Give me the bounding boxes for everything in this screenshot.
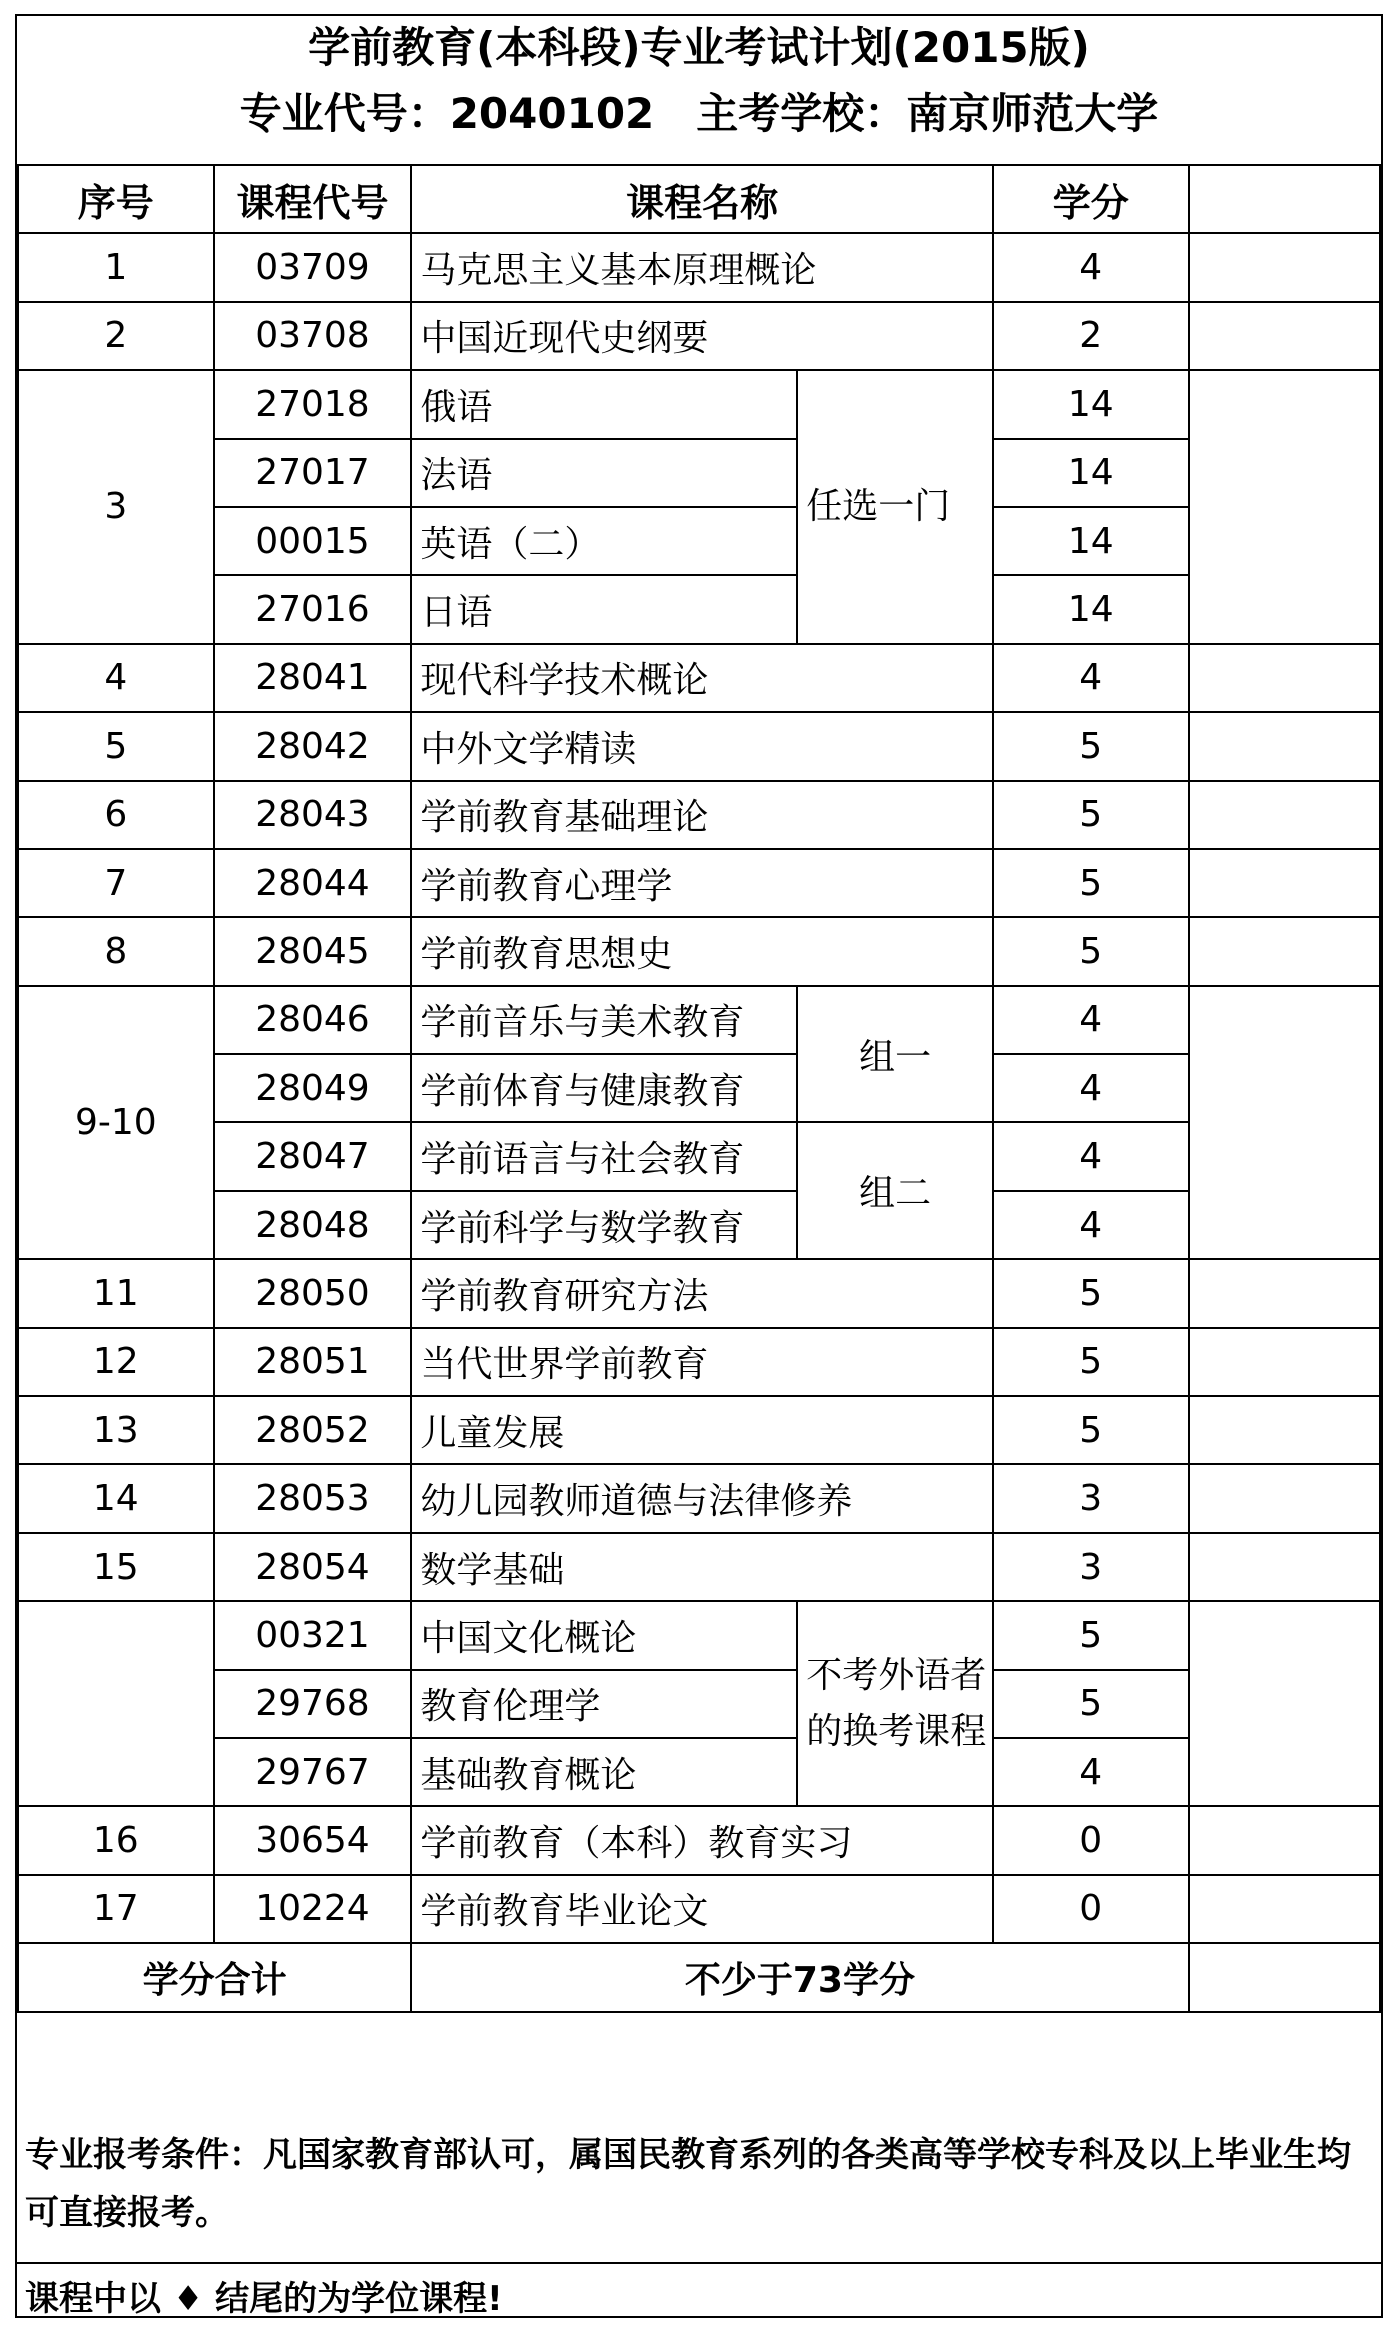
name-cell: 学前语言与社会教育 <box>411 1122 797 1190</box>
table-row <box>18 1259 1380 1327</box>
blank-cell <box>1189 370 1380 644</box>
name-cell: 中国文化概论 <box>411 1601 797 1669</box>
seq-cell: 8 <box>18 917 214 985</box>
name-cell: 学前教育研究方法 <box>411 1259 993 1327</box>
name-cell: 学前音乐与美术教育 <box>411 986 797 1054</box>
code-cell: 28042 <box>214 712 412 780</box>
header-name: 课程名称 <box>411 165 993 233</box>
header-seq: 序号 <box>18 165 214 233</box>
credit-cell: 4 <box>993 644 1189 712</box>
table-row <box>18 302 1380 370</box>
table-row <box>18 233 1380 301</box>
code-cell: 28043 <box>214 781 412 849</box>
blank-cell <box>1189 1806 1380 1874</box>
table-row <box>18 849 1380 917</box>
credit-cell: 4 <box>993 986 1189 1054</box>
name-cell: 学前教育思想史 <box>411 917 993 985</box>
code-cell: 28045 <box>214 917 412 985</box>
code-cell: 03709 <box>214 233 412 301</box>
code-cell: 29767 <box>214 1738 412 1806</box>
seq-cell: 15 <box>18 1533 214 1601</box>
seq-cell: 7 <box>18 849 214 917</box>
table-row <box>18 507 1380 575</box>
header-credit: 学分 <box>993 165 1189 233</box>
credit-cell: 4 <box>993 1122 1189 1190</box>
name-cell: 法语 <box>411 439 797 507</box>
blank-cell <box>1189 1464 1380 1532</box>
credit-cell: 5 <box>993 1601 1189 1669</box>
credit-cell: 2 <box>993 302 1189 370</box>
blank-cell <box>1189 917 1380 985</box>
blank-cell <box>1189 302 1380 370</box>
credit-cell: 14 <box>993 575 1189 643</box>
blank-cell <box>1189 781 1380 849</box>
name-cell: 数学基础 <box>411 1533 993 1601</box>
code-cell: 30654 <box>214 1806 412 1874</box>
table-row <box>18 1875 1380 1943</box>
table-row <box>18 644 1380 712</box>
code-cell: 29768 <box>214 1670 412 1738</box>
table-row <box>18 917 1380 985</box>
seq-cell: 14 <box>18 1464 214 1532</box>
name-cell: 中国近现代史纲要 <box>411 302 993 370</box>
table-row <box>18 1601 1380 1669</box>
seq-cell: 17 <box>18 1875 214 1943</box>
name-cell: 现代科学技术概论 <box>411 644 993 712</box>
code-cell: 28044 <box>214 849 412 917</box>
code-cell: 28052 <box>214 1396 412 1464</box>
name-cell: 日语 <box>411 575 797 643</box>
blank-cell <box>1189 849 1380 917</box>
credit-cell: 14 <box>993 507 1189 575</box>
table-row <box>18 1806 1380 1874</box>
code-cell: 28046 <box>214 986 412 1054</box>
credit-cell: 5 <box>993 1670 1189 1738</box>
divider <box>17 2262 1381 2264</box>
credit-cell: 4 <box>993 1191 1189 1259</box>
credit-cell: 14 <box>993 370 1189 438</box>
credit-cell: 5 <box>993 1396 1189 1464</box>
table-row <box>18 712 1380 780</box>
seq-cell: 4 <box>18 644 214 712</box>
code-cell: 27016 <box>214 575 412 643</box>
seq-cell: 12 <box>18 1328 214 1396</box>
group-note-cell: 不考外语者的换考课程 <box>797 1601 993 1806</box>
group-note-cell: 组二 <box>797 1122 993 1259</box>
credit-cell: 5 <box>993 1259 1189 1327</box>
code-cell: 28047 <box>214 1122 412 1190</box>
credit-cell: 0 <box>993 1806 1189 1874</box>
blank-cell <box>1189 1533 1380 1601</box>
blank-cell <box>1189 233 1380 301</box>
name-cell: 俄语 <box>411 370 797 438</box>
code-cell: 28054 <box>214 1533 412 1601</box>
table-row <box>18 1054 1380 1122</box>
code-cell: 03708 <box>214 302 412 370</box>
seq-cell: 2 <box>18 302 214 370</box>
blank-cell <box>1189 1259 1380 1327</box>
table-row <box>18 1670 1380 1738</box>
name-cell: 幼儿园教师道德与法律修养 <box>411 1464 993 1532</box>
code-cell: 10224 <box>214 1875 412 1943</box>
code-cell: 28041 <box>214 644 412 712</box>
name-cell: 英语（二） <box>411 507 797 575</box>
blank-cell <box>1189 1943 1380 2011</box>
credit-cell: 5 <box>993 849 1189 917</box>
blank-cell <box>1189 1328 1380 1396</box>
credit-cell: 4 <box>993 233 1189 301</box>
table-row <box>18 1191 1380 1259</box>
name-cell: 学前教育毕业论文 <box>411 1875 993 1943</box>
name-cell: 当代世界学前教育 <box>411 1328 993 1396</box>
name-cell: 教育伦理学 <box>411 1670 797 1738</box>
blank-cell <box>1189 1601 1380 1806</box>
name-cell: 学前体育与健康教育 <box>411 1054 797 1122</box>
total-row <box>18 1943 1380 2011</box>
name-cell: 儿童发展 <box>411 1396 993 1464</box>
name-cell: 学前科学与数学教育 <box>411 1191 797 1259</box>
table-row <box>18 1464 1380 1532</box>
code-cell: 28050 <box>214 1259 412 1327</box>
table-row <box>18 781 1380 849</box>
table-row <box>18 575 1380 643</box>
header-code: 课程代号 <box>214 165 412 233</box>
name-cell: 中外文学精读 <box>411 712 993 780</box>
group-note-cell: 组一 <box>797 986 993 1123</box>
name-cell: 马克思主义基本原理概论 <box>411 233 993 301</box>
table-row <box>18 1328 1380 1396</box>
code-cell: 28048 <box>214 1191 412 1259</box>
credit-cell: 5 <box>993 1328 1189 1396</box>
degree-course-note: 课程中以 ♦ 结尾的为学位课程! <box>25 2279 503 2319</box>
seq-cell: 5 <box>18 712 214 780</box>
table-row <box>18 1122 1380 1190</box>
name-cell: 学前教育心理学 <box>411 849 993 917</box>
seq-cell: 13 <box>18 1396 214 1464</box>
blank-cell <box>1189 986 1380 1260</box>
credit-cell: 14 <box>993 439 1189 507</box>
blank-cell <box>1189 644 1380 712</box>
table-header-row <box>18 165 1380 233</box>
group-note-cell: 任选一门 <box>797 370 993 644</box>
name-cell: 学前教育（本科）教育实习 <box>411 1806 993 1874</box>
credit-cell: 4 <box>993 1054 1189 1122</box>
blank-cell <box>1189 1396 1380 1464</box>
exam-plan-sheet <box>15 14 1383 2318</box>
table-row <box>18 1533 1380 1601</box>
seq-cell: 11 <box>18 1259 214 1327</box>
seq-cell: 3 <box>18 370 214 644</box>
credit-cell: 0 <box>993 1875 1189 1943</box>
total-value: 不少于73学分 <box>411 1943 1188 2011</box>
name-cell: 基础教育概论 <box>411 1738 797 1806</box>
code-cell: 28049 <box>214 1054 412 1122</box>
code-cell: 27018 <box>214 370 412 438</box>
course-table <box>17 164 1381 2013</box>
credit-cell: 3 <box>993 1464 1189 1532</box>
blank-cell <box>1189 712 1380 780</box>
table-row <box>18 439 1380 507</box>
code-cell: 00321 <box>214 1601 412 1669</box>
credit-cell: 4 <box>993 1738 1189 1806</box>
code-cell: 28051 <box>214 1328 412 1396</box>
code-cell: 28053 <box>214 1464 412 1532</box>
blank-cell <box>1189 1875 1380 1943</box>
table-row <box>18 1738 1380 1806</box>
application-requirement: 专业报考条件：凡国家教育部认可，属国民教育系列的各类高等学校专科及以上毕业生均可直接报考。 <box>25 2135 1351 2233</box>
table-row <box>18 1396 1380 1464</box>
credit-cell: 3 <box>993 1533 1189 1601</box>
seq-cell <box>18 1601 214 1806</box>
code-cell: 00015 <box>214 507 412 575</box>
header-blank <box>1189 165 1380 233</box>
credit-cell: 5 <box>993 781 1189 849</box>
major-code-school: 专业代号：2040102 主考学校：南京师范大学 <box>239 89 1159 138</box>
plan-title: 学前教育(本科段)专业考试计划(2015版) <box>308 23 1090 72</box>
table-row <box>18 986 1380 1054</box>
name-cell: 学前教育基础理论 <box>411 781 993 849</box>
code-cell: 27017 <box>214 439 412 507</box>
total-label: 学分合计 <box>18 1943 411 2011</box>
table-row <box>18 370 1380 438</box>
seq-cell: 16 <box>18 1806 214 1874</box>
credit-cell: 5 <box>993 917 1189 985</box>
seq-cell: 1 <box>18 233 214 301</box>
credit-cell: 5 <box>993 712 1189 780</box>
seq-cell: 6 <box>18 781 214 849</box>
seq-cell: 9-10 <box>18 986 214 1260</box>
